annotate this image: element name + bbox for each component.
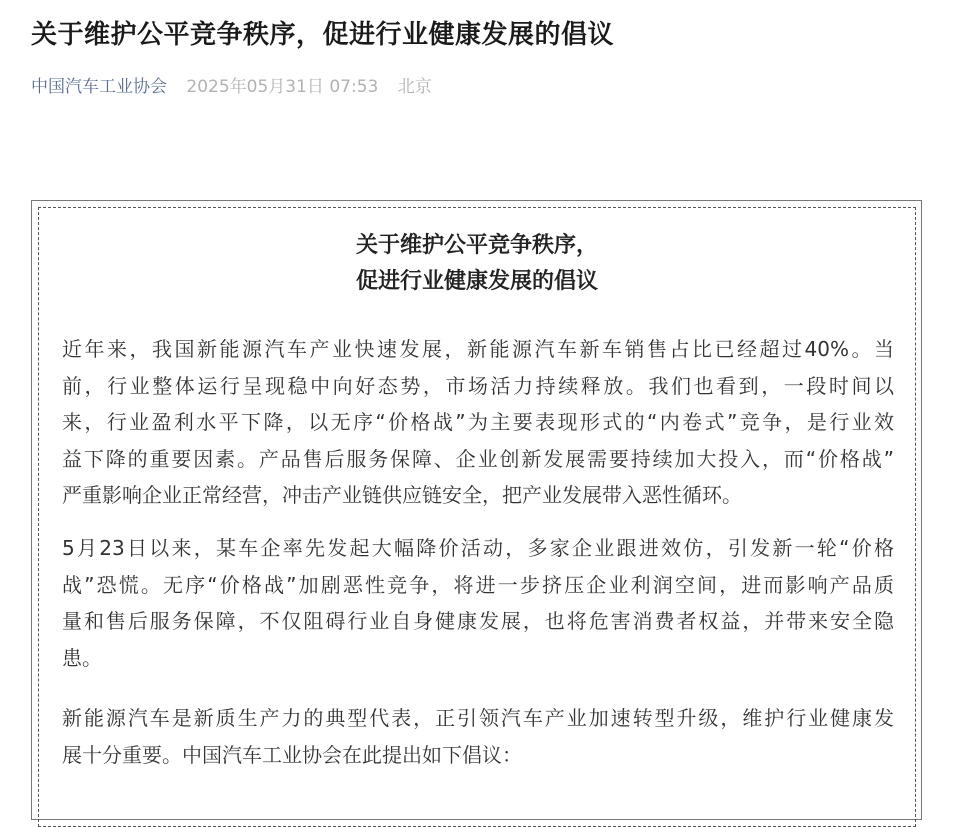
text-line: 益下降的重要因素。产品售后服务保障、企业创新发展需要持续加大投入，而“价格战” xyxy=(62,446,894,471)
text-line: 5月23日以来，某车企率先发起大幅降价活动，多家企业跟进效仿，引发新一轮“价格 xyxy=(62,536,894,560)
account-name-link[interactable]: 中国汽车工业协会 xyxy=(31,77,167,97)
box-title-line-1: 关于维护公平竞争秩序， xyxy=(355,233,598,258)
article-title: 关于维护公平竞争秩序，促进行业健康发展的倡议 xyxy=(31,20,615,50)
publish-location: 北京 xyxy=(397,77,432,97)
text-line: 前，行业整体运行呈现稳中向好态势，市场活力持续释放。我们也看到，一段时间以 xyxy=(62,373,894,398)
paragraph-1 xyxy=(62,331,894,514)
article-meta xyxy=(31,72,432,97)
text-line: 量和售后服务保障，不仅阻碍行业自身健康发展，也将危害消费者权益，并带来安全隐 xyxy=(62,609,894,633)
paragraph-3 xyxy=(62,700,894,773)
text-line: 患。 xyxy=(62,645,102,670)
text-line: 来，行业盈利水平下降，以无序“价格战”为主要表现形式的“内卷式”竞争，是行业效 xyxy=(62,410,894,434)
text-line: 近年来，我国新能源汽车产业快速发展，新能源汽车新车销售占比已经超过40%。当 xyxy=(62,337,894,361)
box-title-line-2: 促进行业健康发展的倡议 xyxy=(355,269,598,294)
publish-date: 2025年05月31日 07:53 xyxy=(186,77,379,97)
text-line: 战”恐慌。无序“价格战”加剧恶性竞争，将进一步挤压企业利润空间，进而影响产品质 xyxy=(62,572,894,597)
text-line: 展十分重要。中国汽车工业协会在此提出如下倡议： xyxy=(62,742,522,767)
text-line: 新能源汽车是新质生产力的典型代表，正引领汽车产业加速转型升级，维护行业健康发 xyxy=(62,706,894,730)
text-line: 严重影响企业正常经营，冲击产业链供应链安全，把产业发展带入恶性循环。 xyxy=(62,483,742,507)
paragraph-2 xyxy=(62,530,894,676)
